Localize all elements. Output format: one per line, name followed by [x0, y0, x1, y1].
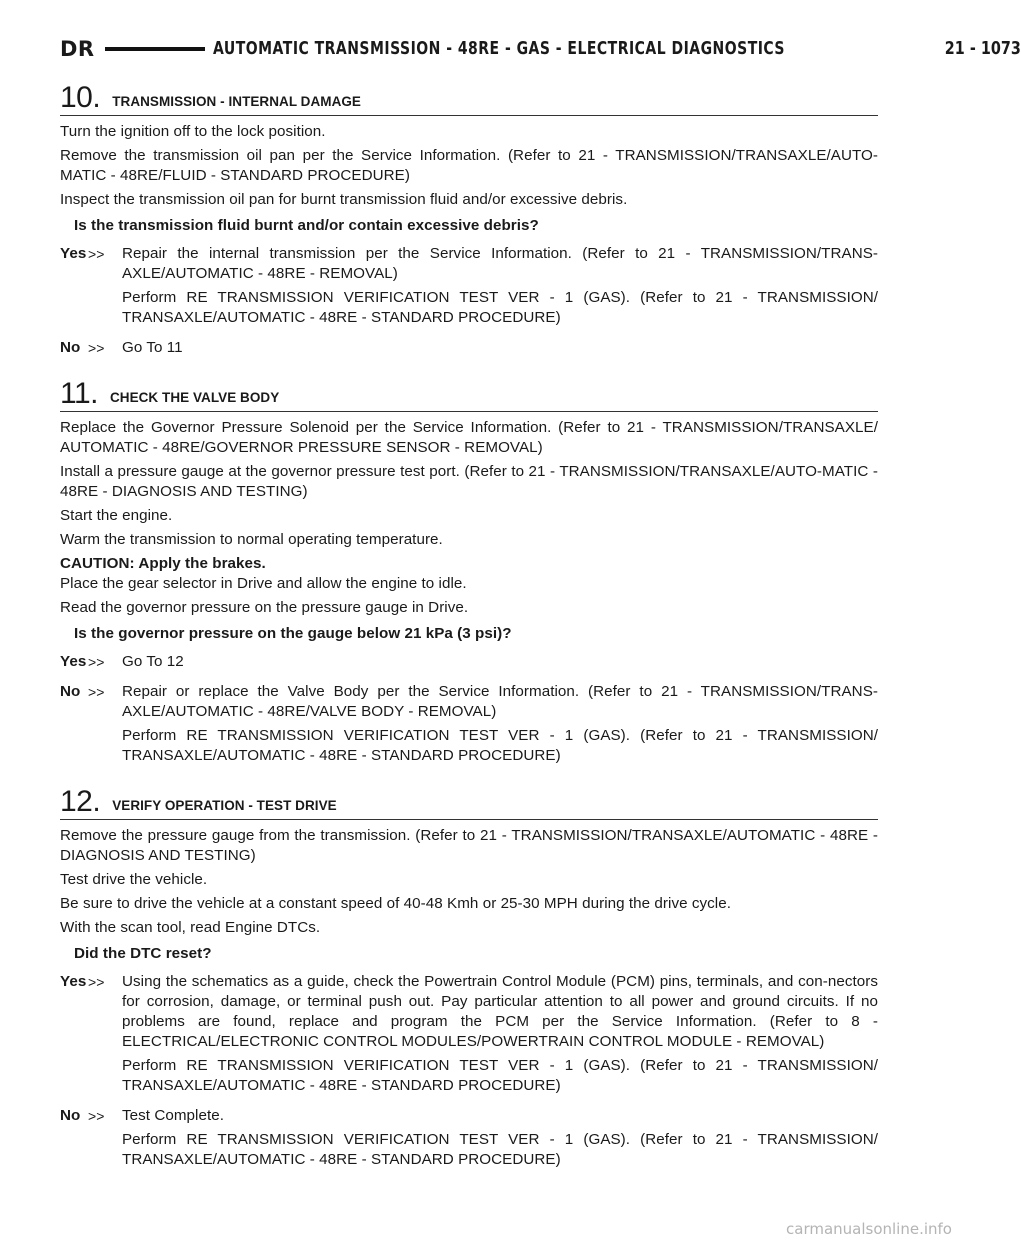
step-number: 12.: [60, 785, 101, 818]
instruction: Place the gear selector in Drive and allow the engine to idle.: [60, 575, 467, 592]
arrow-marker: >>: [88, 340, 105, 356]
step-10: [60, 81, 878, 362]
answer-label: Yes: [60, 973, 87, 990]
running-header: [60, 34, 1021, 64]
answer-label: No: [60, 1107, 81, 1124]
arrow-marker: >>: [88, 684, 105, 700]
section-code: DR: [60, 37, 95, 61]
answer-no: [60, 338, 878, 362]
step-number: 11.: [60, 377, 98, 410]
instruction: Inspect the transmission oil pan for burnt transmission fluid and/or excessive debris.: [60, 191, 628, 208]
arrow-marker: >>: [88, 1108, 105, 1124]
arrow-marker: >>: [88, 974, 105, 990]
answer-text: Test Complete.: [122, 1107, 224, 1124]
instruction: Test drive the vehicle.: [60, 871, 208, 888]
page-number: 21 - 1073: [944, 39, 1021, 59]
step-heading: [60, 377, 878, 412]
answer-yes: [60, 244, 878, 332]
header-rule: [105, 47, 205, 51]
step-title: TRANSMISSION - INTERNAL DAMAGE: [112, 94, 361, 109]
question: Is the transmission fluid burnt and/or contain excessive debris?: [74, 217, 539, 234]
instruction: Warm the transmission to normal operating temperature.: [60, 531, 443, 548]
step-12: [60, 785, 878, 1174]
step-title: VERIFY OPERATION - TEST DRIVE: [112, 798, 337, 813]
question: Is the governor pressure on the gauge below 21 kPa (3 psi)?: [74, 625, 512, 642]
answer-label: Yes: [60, 245, 87, 262]
instruction: Remove the transmission oil pan per the Service Information. (Refer to 21 - TRANSMISSION/TRANSAXLE/AUTO-MATIC - 48RE/FLUID - STANDARD PROCEDURE): [60, 147, 878, 184]
answer-yes: [60, 652, 878, 676]
answer-yes: [60, 972, 878, 1100]
answer-text: Repair the internal transmission per the Service Information. (Refer to 21 - TRANSMISSION/TRANS-AXLE/AUTOMATIC - 48RE - REMOVAL): [122, 245, 878, 282]
instruction: With the scan tool, read Engine DTCs.: [60, 919, 321, 936]
answer-no: [60, 1106, 878, 1174]
caution-note: CAUTION: Apply the brakes.: [60, 555, 266, 572]
answer-text: Repair or replace the Valve Body per the Service Information. (Refer to 21 - TRANSMISSION/TRANS-AXLE/AUTOMATIC - 48RE/VALVE BODY - REMOVAL): [122, 683, 878, 720]
question: Did the DTC reset?: [74, 945, 212, 962]
step-heading: [60, 81, 878, 116]
answer-text: Go To 11: [122, 339, 183, 356]
answer-label: Yes: [60, 653, 87, 670]
instruction: Be sure to drive the vehicle at a constant speed of 40-48 Kmh or 25-30 MPH during the drive cycle.: [60, 895, 731, 912]
answer-text: Using the schematics as a guide, check the Powertrain Control Module (PCM) pins, terminals, and con-nectors for corrosion, damage, or terminal push out. Pay particular attention to all power and ground circuits. If no problems are found, replace and program the PCM per the Service Information. (Refer to 8 - ELECTRICAL/ELECTRONIC CONTROL MODULES/POWERTRAIN CONTROL MODULE - REMOVAL): [122, 973, 878, 1050]
answer-text: Perform RE TRANSMISSION VERIFICATION TEST VER - 1 (GAS). (Refer to 21 - TRANSMISSION/ TRANSAXLE/AUTOMATIC - 48RE - STANDARD PROCEDURE): [122, 1131, 878, 1168]
arrow-marker: >>: [88, 246, 105, 262]
answer-text: Perform RE TRANSMISSION VERIFICATION TEST VER - 1 (GAS). (Refer to 21 - TRANSMISSION/ TRANSAXLE/AUTOMATIC - 48RE - STANDARD PROCEDURE): [122, 289, 878, 326]
instruction: Replace the Governor Pressure Solenoid per the Service Information. (Refer to 21 - TRANSMISSION/TRANSAXLE/ AUTOMATIC - 48RE/GOVERNOR PRESSURE SENSOR - REMOVAL): [60, 419, 878, 456]
arrow-marker: >>: [88, 654, 105, 670]
instruction: Turn the ignition off to the lock position.: [60, 123, 326, 140]
watermark: carmanualsonline.info: [786, 1220, 952, 1238]
step-11: [60, 377, 878, 770]
instruction: Remove the pressure gauge from the transmission. (Refer to 21 - TRANSMISSION/TRANSAXLE/AUTOMATIC - 48RE - DIAGNOSIS AND TESTING): [60, 827, 878, 864]
answer-text: Go To 12: [122, 653, 184, 670]
answer-no: [60, 682, 878, 770]
instruction: Start the engine.: [60, 507, 173, 524]
instruction: Read the governor pressure on the pressure gauge in Drive.: [60, 599, 469, 616]
header-title: AUTOMATIC TRANSMISSION - 48RE - GAS - ELECTRICAL DIAGNOSTICS: [212, 39, 785, 59]
instruction: Install a pressure gauge at the governor pressure test port. (Refer to 21 - TRANSMISSION/TRANSAXLE/AUTO-MATIC - 48RE - DIAGNOSIS AND TESTING): [60, 463, 878, 500]
answer-text: Perform RE TRANSMISSION VERIFICATION TEST VER - 1 (GAS). (Refer to 21 - TRANSMISSION/ TRANSAXLE/AUTOMATIC - 48RE - STANDARD PROCEDURE): [122, 727, 878, 764]
answer-text: Perform RE TRANSMISSION VERIFICATION TEST VER - 1 (GAS). (Refer to 21 - TRANSMISSION/ TRANSAXLE/AUTOMATIC - 48RE - STANDARD PROCEDURE): [122, 1057, 878, 1094]
step-heading: [60, 785, 878, 820]
answer-label: No: [60, 683, 81, 700]
step-number: 10.: [60, 81, 101, 114]
step-title: CHECK THE VALVE BODY: [109, 390, 280, 405]
answer-label: No: [60, 339, 81, 356]
manual-page: [60, 34, 1021, 1178]
